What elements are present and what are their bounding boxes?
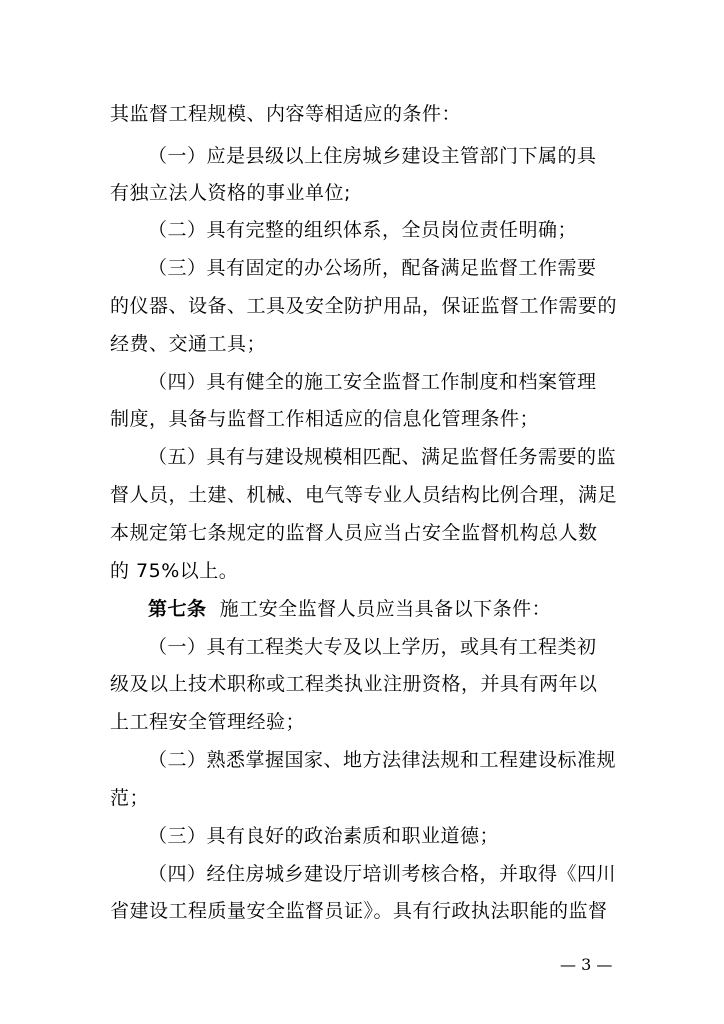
text-line: （三）具有良好的政治素质和职业道德； [148, 825, 500, 847]
text-line: 的仪器、设备、工具及安全防护用品，保证监督工作需要的 [110, 295, 618, 317]
article-line [0, 597, 724, 621]
text-line: （二）具有完整的组织体系，全员岗位责任明确； [148, 219, 578, 241]
page-number: — 3 — [560, 955, 613, 974]
text-line: 本规定第七条规定的监督人员应当占安全监督机构总人数 [110, 522, 598, 544]
text-line: （一）具有工程类大专及以上学历，或具有工程类初 [148, 636, 597, 658]
text-line: 经费、交通工具； [110, 333, 267, 355]
text-line: （五）具有与建设规模相匹配、满足监督任务需要的监 [148, 446, 617, 468]
text-line: 省建设工程质量安全监督员证》。具有行政执法职能的监督 [110, 900, 608, 922]
text-line: 督人员，土建、机械、电气等专业人员结构比例合理，满足 [110, 484, 618, 506]
text-line: （四）具有健全的施工安全监督工作制度和档案管理 [148, 371, 597, 393]
text-line: （二）熟悉掌握国家、地方法律法规和工程建设标准规 [148, 749, 617, 771]
text-line: 有独立法人资格的事业单位; [110, 182, 351, 204]
text-line: 的 75%以上。 [110, 560, 239, 582]
text-line: 级及以上技术职称或工程类执业注册资格，并具有两年以 [110, 673, 598, 695]
text-line: （一）应是县级以上住房城乡建设主管部门下属的具 [148, 145, 597, 167]
text-line: 制度，具备与监督工作相适应的信息化管理条件； [110, 408, 540, 430]
text-line: 范； [110, 787, 150, 809]
text-line: 上工程安全管理经验； [110, 711, 306, 733]
article-text: 施工安全监督人员应当具备以下条件： [219, 598, 552, 620]
text-line: （四）经住房城乡建设厅培训考核合格，并取得《四川 [148, 863, 617, 885]
text-line: （三）具有固定的办公场所，配备满足监督工作需要 [148, 257, 597, 279]
article-heading: 第七条 [148, 598, 207, 620]
text-line: 其监督工程规模、内容等相适应的条件： [110, 103, 462, 125]
